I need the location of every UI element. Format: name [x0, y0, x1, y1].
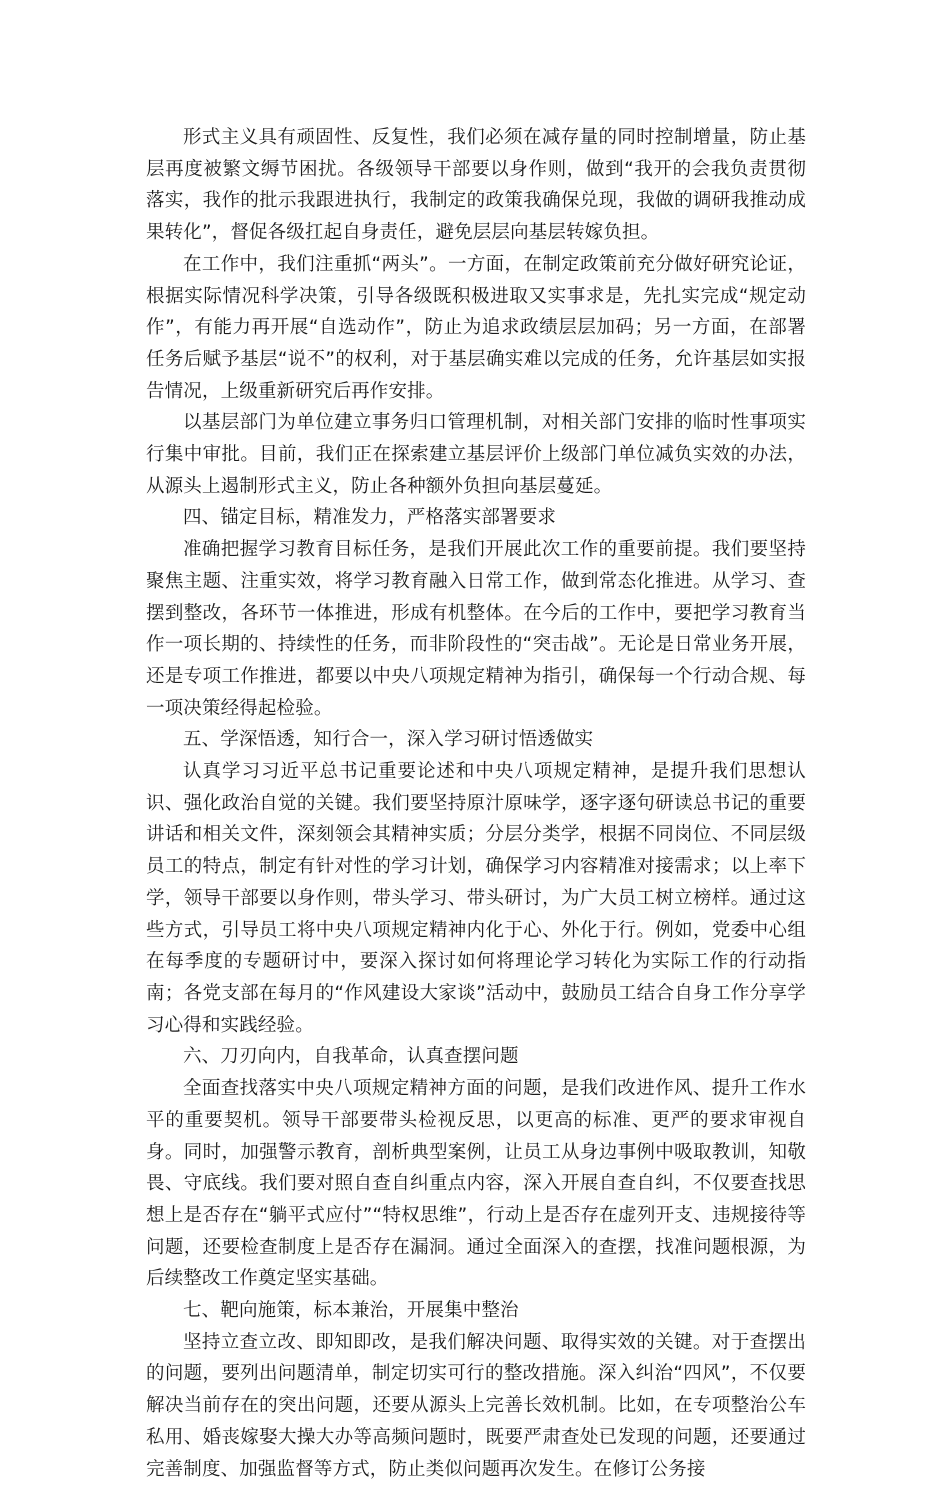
paragraph-6: 全面查找落实中央八项规定精神方面的问题，是我们改进作风、提升工作水平的重要契机。领导干部要带头检视反思，以更高的标准、更严的要求审视自身。同时，加强警示教育，剖析典型案例，让员工从身边事例中吸取教训，知敬畏、守底线。我们要对照自查自纠重点内容，深入开展自查自纠，不仅要查找思想上是否存在“躺平式应付”“特权思维”，行动上是否存在虚列开支、违规接待等问题，还要检查制度上是否存在漏洞。通过全面深入的查摆，找准问题根源，为后续整改工作奠定坚实基础。: [146, 1078, 806, 1290]
paragraph-4: 准确把握学习教育目标任务，是我们开展此次工作的重要前提。我们要坚持聚焦主题、注重实效，将学习教育融入日常工作，做到常态化推进。从学习、查摆到整改，各环节一体推进，形成有机整体。在今后的工作中，要把学习教育当作一项长期的、持续性的任务，而非阶段性的“突击战”。无论是日常业务开展，还是专项工作推进，都要以中央八项规定精神为指引，确保每一个行动合规、每一项决策经得起检验。: [146, 539, 806, 719]
paragraph-1: 形式主义具有顽固性、反复性，我们必须在减存量的同时控制增量，防止基层再度被繁文缛节困扰。各级领导干部要以身作则，做到“我开的会我负责贯彻落实，我作的批示我跟进执行，我制定的政策我确保兑现，我做的调研我推动成果转化”，督促各级扛起自身责任，避免层层向基层转嫁负担。: [146, 127, 806, 244]
paragraph-3: 以基层部门为单位建立事务归口管理机制，对相关部门安排的临时性事项实行集中审批。目前，我们正在探索建立基层评价上级部门单位减负实效的办法，从源头上遏制形式主义，防止各种额外负担向基层蔓延。: [146, 412, 806, 497]
section-heading-4: 四、锚定目标，精准发力，严格落实部署要求: [183, 507, 557, 529]
document-body: [146, 122, 806, 1485]
paragraph-2: 在工作中，我们注重抓“两头”。一方面，在制定政策前充分做好研究论证，根据实际情况科学决策，引导各级既积极进取又实事求是，先扎实完成“规定动作”，有能力再开展“自选动作”，防止为追求政绩层层加码；另一方面，在部署任务后赋予基层“说不”的权利，对于基层确实难以完成的任务，允许基层如实报告情况，上级重新研究后再作安排。: [146, 253, 806, 402]
paragraph-7: 坚持立查立改、即知即改，是我们解决问题、取得实效的关键。对于查摆出的问题，要列出问题清单，制定切实可行的整改措施。深入纠治“四风”，不仅要解决当前存在的突出问题，还要从源头上完善长效机制。比如，在专项整治公车私用、婚丧嫁娶大操大办等高频问题时，既要严肃查处已发现的问题，还要通过完善制度、加强监督等方式，防止类似问题再次发生。在修订公务接: [146, 1331, 806, 1480]
section-heading-6: 六、刀刃向内，自我革命，认真查摆问题: [183, 1046, 519, 1068]
section-heading-7: 七、靶向施策，标本兼治，开展集中整治: [183, 1300, 519, 1322]
paragraph-5: 认真学习习近平总书记重要论述和中央八项规定精神，是提升我们思想认识、强化政治自觉的关键。我们要坚持原汁原味学，逐字逐句研读总书记的重要讲话和相关文件，深刻领会其精神实质；分层分类学，根据不同岗位、不同层级员工的特点，制定有针对性的学习计划，确保学习内容精准对接需求；以上率下学，领导干部要以身作则，带头学习、带头研讨，为广大员工树立榜样。通过这些方式，引导员工将中央八项规定精神内化于心、外化于行。例如，党委中心组在每季度的专题研讨中，要深入探讨如何将理论学习转化为实际工作的行动指南；各党支部在每月的“作风建设大家谈”活动中，鼓励员工结合自身工作分享学习心得和实践经验。: [146, 761, 806, 1036]
section-heading-5: 五、学深悟透，知行合一，深入学习研讨悟透做实: [183, 729, 594, 751]
